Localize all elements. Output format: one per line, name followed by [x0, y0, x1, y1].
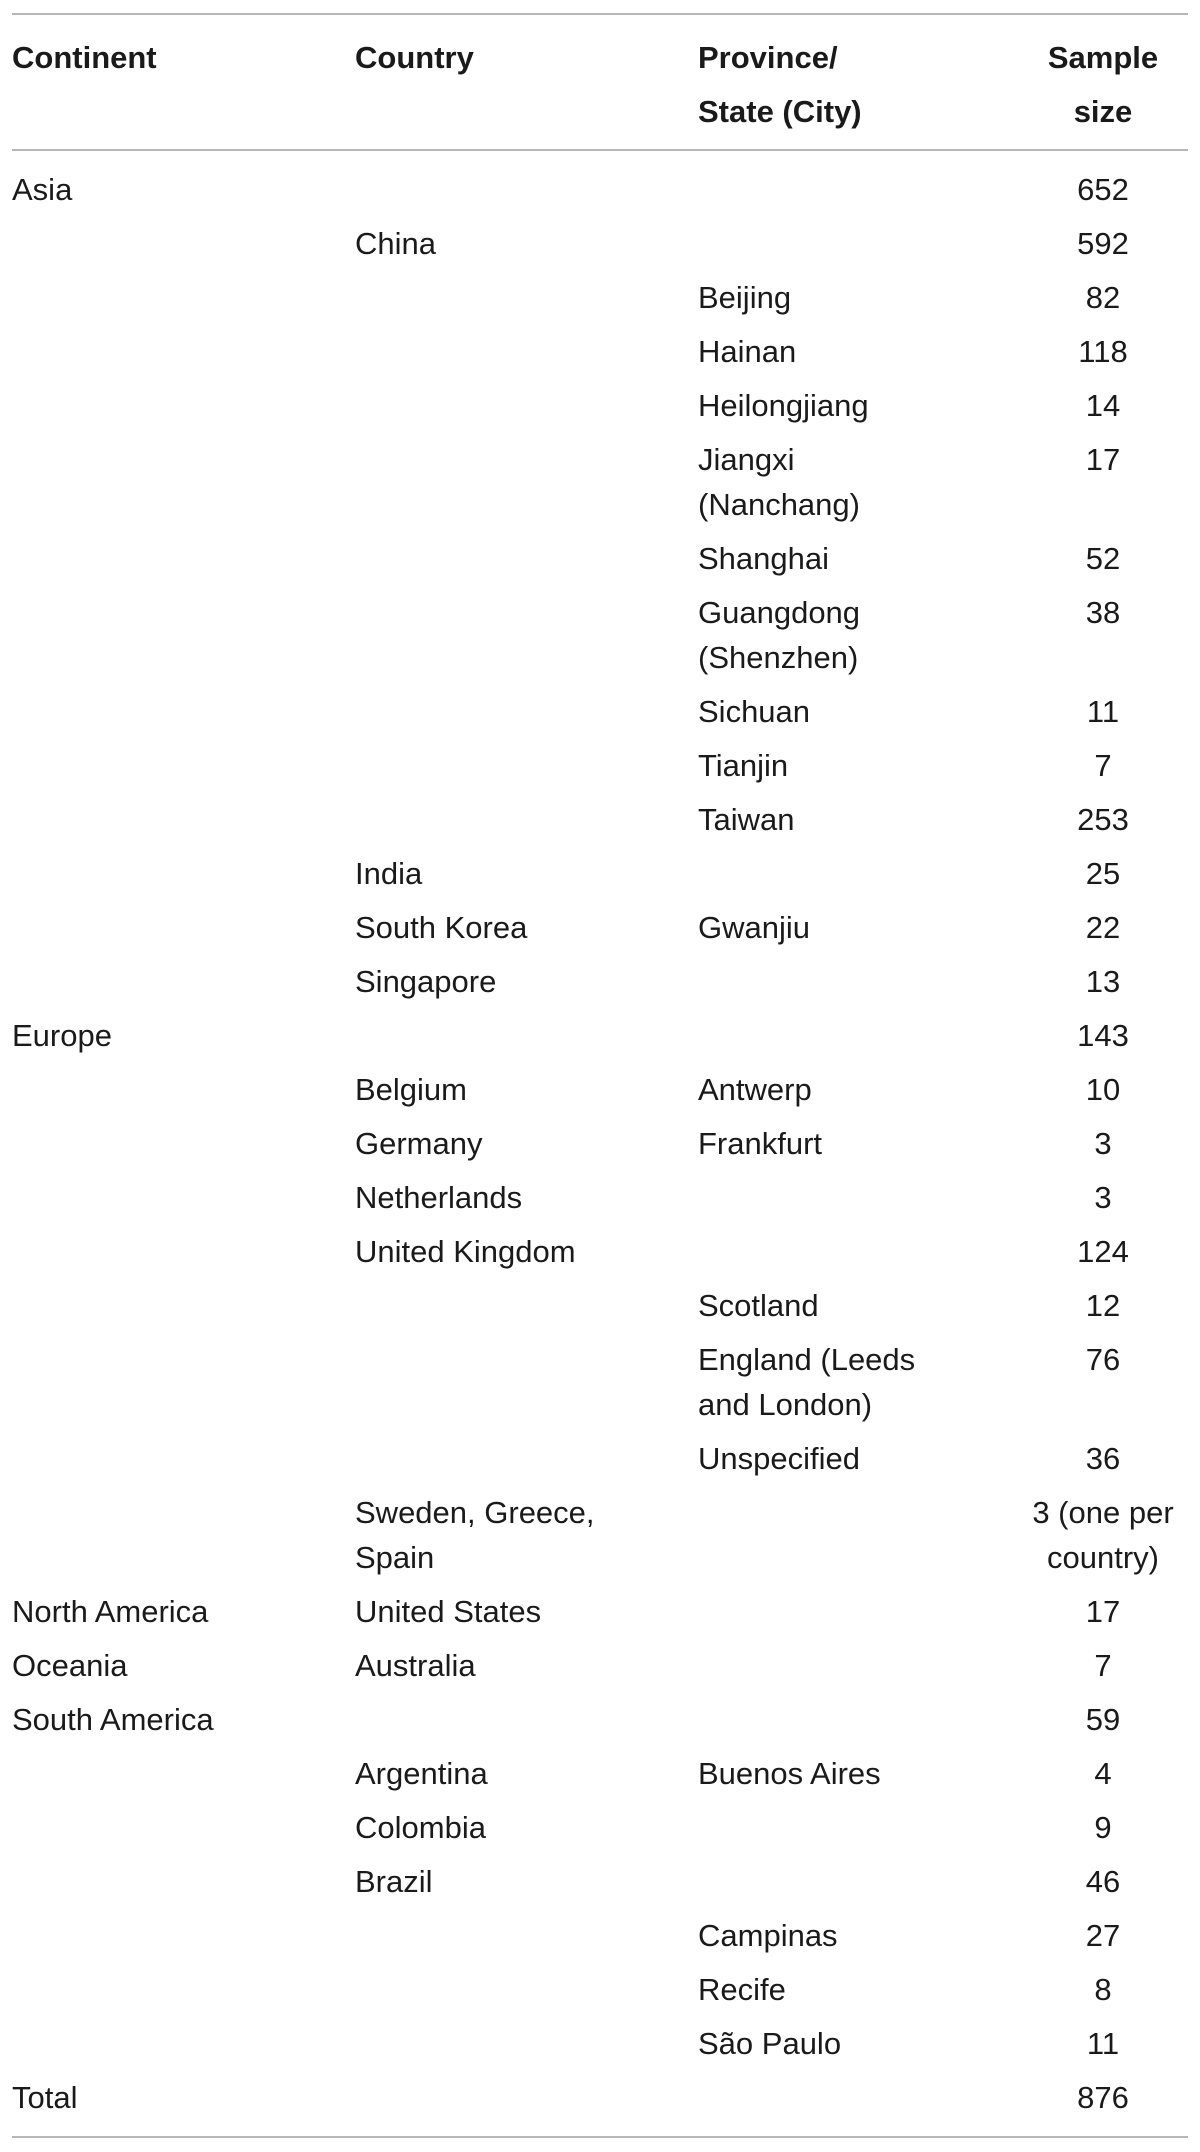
cell-province: [698, 1009, 1018, 1063]
cell-sample-size: 592: [1077, 226, 1129, 261]
table-row: [12, 1009, 1188, 1063]
cell-province: [698, 1639, 1018, 1693]
table-row: [12, 1639, 1188, 1693]
cell-country: [355, 433, 698, 532]
cell-continent: [12, 1279, 355, 1333]
cell-country: [355, 739, 698, 793]
cell-province: Hainan: [698, 334, 797, 369]
cell-sample-size: 124: [1077, 1234, 1129, 1269]
table-row: [12, 1171, 1188, 1225]
cell-country: Singapore: [355, 964, 497, 999]
cell-continent: [12, 271, 355, 325]
table-row: [12, 901, 1188, 955]
cell-sample-size: 52: [1085, 541, 1121, 576]
cell-country: [355, 586, 698, 685]
cell-sample-size: 143: [1077, 1018, 1129, 1053]
table-row: [12, 2071, 1188, 2137]
table-row: [12, 379, 1188, 433]
table-row: [12, 1063, 1188, 1117]
cell-province: Jiangxi (Nanchang): [698, 442, 860, 522]
cell-country: [355, 1693, 698, 1747]
table-row: [12, 2017, 1188, 2071]
cell-continent: [12, 433, 355, 532]
cell-province: Gwanjiu: [698, 910, 810, 945]
table-row: [12, 1963, 1188, 2017]
cell-sample-size: 11: [1086, 694, 1120, 729]
cell-province: Scotland: [698, 1288, 819, 1323]
table-row: [12, 685, 1188, 739]
cell-province: [698, 1171, 1018, 1225]
table-row: [12, 739, 1188, 793]
cell-continent: [12, 532, 355, 586]
cell-sample-size: 36: [1085, 1441, 1121, 1476]
table-row: [12, 793, 1188, 847]
table-row: [12, 1279, 1188, 1333]
cell-province: [698, 1693, 1018, 1747]
cell-province: Unspecified: [698, 1441, 860, 1476]
cell-country: Argentina: [355, 1756, 488, 1791]
cell-continent: North America: [12, 1594, 209, 1629]
cell-province: Taiwan: [698, 802, 795, 837]
cell-continent: [12, 217, 355, 271]
cell-sample-size: 876: [1018, 2071, 1188, 2137]
table-row: [12, 271, 1188, 325]
cell-country: [355, 1333, 698, 1432]
cell-province: Heilongjiang: [698, 388, 869, 423]
cell-continent: [12, 1855, 355, 1909]
cell-country: Brazil: [355, 1864, 433, 1899]
cell-sample-size: 14: [1085, 388, 1121, 423]
cell-country: United States: [355, 1594, 542, 1629]
cell-country: Netherlands: [355, 1180, 523, 1215]
cell-continent: [12, 793, 355, 847]
cell-sample-size: 82: [1085, 280, 1121, 315]
cell-country: [355, 1432, 698, 1486]
cell-continent: Total: [12, 2071, 355, 2137]
cell-continent: [12, 685, 355, 739]
cell-country: Germany: [355, 1126, 483, 1161]
cell-continent: [12, 325, 355, 379]
cell-province: [698, 1585, 1018, 1639]
cell-province: Tianjin: [698, 748, 789, 783]
cell-country: [355, 379, 698, 433]
cell-province: [698, 150, 1018, 217]
cell-country: [355, 1279, 698, 1333]
cell-province: [698, 955, 1018, 1009]
table-row: [12, 586, 1188, 685]
header-country: Country: [355, 14, 698, 150]
cell-province: Recife: [698, 1972, 786, 2007]
cell-sample-size: 7: [1094, 1648, 1112, 1683]
cell-sample-size: 59: [1085, 1702, 1121, 1737]
table-row: [12, 1432, 1188, 1486]
cell-sample-size: 25: [1085, 856, 1121, 891]
cell-sample-size: 7: [1094, 748, 1112, 783]
cell-province: [698, 847, 1018, 901]
table-row: [12, 1117, 1188, 1171]
cell-sample-size: 253: [1077, 802, 1129, 837]
cell-continent: [12, 1063, 355, 1117]
cell-country: China: [355, 226, 436, 261]
cell-continent: Europe: [12, 1018, 112, 1053]
cell-province: Campinas: [698, 1918, 838, 1953]
table-row: [12, 532, 1188, 586]
table-row: [12, 1801, 1188, 1855]
cell-country: [355, 685, 698, 739]
cell-province: [698, 1855, 1018, 1909]
cell-sample-size: 11: [1086, 2026, 1120, 2061]
cell-province: Frankfurt: [698, 1126, 823, 1161]
cell-sample-size: 3 (one per country): [1032, 1495, 1174, 1575]
table-row: [12, 847, 1188, 901]
cell-country: [355, 532, 698, 586]
cell-country: [355, 793, 698, 847]
cell-continent: [12, 901, 355, 955]
cell-sample-size: 3: [1094, 1180, 1112, 1215]
cell-province: Shanghai: [698, 541, 830, 576]
cell-country: [355, 2017, 698, 2071]
cell-continent: Asia: [12, 172, 73, 207]
cell-country: [355, 271, 698, 325]
cell-province: [698, 1225, 1018, 1279]
table-header: [12, 14, 1188, 150]
cell-country: [355, 325, 698, 379]
cell-province: [698, 217, 1018, 271]
cell-continent: [12, 847, 355, 901]
cell-country: [355, 1963, 698, 2017]
table-row: [12, 1486, 1188, 1585]
cell-sample-size: 10: [1085, 1072, 1121, 1107]
cell-continent: [12, 1909, 355, 1963]
cell-sample-size: 13: [1085, 964, 1121, 999]
cell-province: Guangdong (Shenzhen): [698, 595, 861, 675]
cell-sample-size: 3: [1094, 1126, 1112, 1161]
cell-sample-size: 9: [1094, 1810, 1112, 1845]
cell-province: Buenos Aires: [698, 1756, 881, 1791]
table-row: [12, 1585, 1188, 1639]
cell-sample-size: 22: [1085, 910, 1121, 945]
table-row: [12, 955, 1188, 1009]
cell-province: [698, 1801, 1018, 1855]
cell-sample-size: 38: [1085, 595, 1121, 630]
cell-continent: [12, 379, 355, 433]
cell-country: United Kingdom: [355, 1234, 576, 1269]
header-sample-size: Sample size: [1018, 14, 1188, 150]
cell-province: [698, 2071, 1018, 2137]
cell-continent: [12, 1486, 355, 1585]
cell-country: India: [355, 856, 423, 891]
table-row: [12, 1333, 1188, 1432]
table-row: [12, 325, 1188, 379]
cell-continent: [12, 739, 355, 793]
header-continent: Continent: [12, 14, 355, 150]
cell-sample-size: 27: [1085, 1918, 1121, 1953]
cell-province: São Paulo: [698, 2026, 842, 2061]
cell-sample-size: 4: [1094, 1756, 1112, 1791]
cell-continent: [12, 1963, 355, 2017]
cell-continent: [12, 1432, 355, 1486]
cell-continent: [12, 955, 355, 1009]
cell-sample-size: 118: [1078, 334, 1128, 369]
cell-province: Sichuan: [698, 694, 811, 729]
table-row: [12, 150, 1188, 217]
table-row: [12, 1855, 1188, 1909]
cell-sample-size: 8: [1094, 1972, 1112, 2007]
cell-country: Australia: [355, 1648, 476, 1683]
cell-continent: [12, 586, 355, 685]
cell-sample-size: 17: [1085, 1594, 1121, 1629]
table-row: [12, 217, 1188, 271]
cell-country: [355, 150, 698, 217]
cell-country: [355, 2071, 698, 2137]
cell-country: [355, 1009, 698, 1063]
cell-sample-size: 652: [1077, 172, 1129, 207]
cell-sample-size: 17: [1085, 442, 1121, 477]
cell-sample-size: 46: [1085, 1864, 1121, 1899]
cell-province: Antwerp: [698, 1072, 812, 1107]
cell-country: South Korea: [355, 910, 528, 945]
cell-country: Colombia: [355, 1810, 486, 1845]
cell-province: [698, 1486, 1018, 1585]
cell-continent: [12, 2017, 355, 2071]
cell-country: Sweden, Greece, Spain: [355, 1495, 595, 1575]
header-row: [12, 14, 1188, 150]
cell-sample-size: 76: [1085, 1342, 1121, 1377]
table-row: [12, 433, 1188, 532]
cell-country: Belgium: [355, 1072, 467, 1107]
table-row: [12, 1747, 1188, 1801]
cell-continent: [12, 1117, 355, 1171]
sample-size-table: [12, 13, 1188, 2138]
cell-continent: South America: [12, 1702, 214, 1737]
table-row: [12, 1909, 1188, 1963]
cell-continent: [12, 1747, 355, 1801]
cell-country: [355, 1909, 698, 1963]
header-province: Province/ State (City): [698, 14, 1018, 150]
cell-province: England (Leeds and London): [698, 1342, 916, 1422]
table-body: [12, 150, 1188, 2137]
cell-continent: [12, 1801, 355, 1855]
cell-province: Beijing: [698, 280, 792, 315]
cell-continent: [12, 1171, 355, 1225]
table-row: [12, 1693, 1188, 1747]
cell-continent: [12, 1333, 355, 1432]
cell-continent: Oceania: [12, 1648, 128, 1683]
table-row: [12, 1225, 1188, 1279]
cell-continent: [12, 1225, 355, 1279]
cell-sample-size: 12: [1085, 1288, 1121, 1323]
